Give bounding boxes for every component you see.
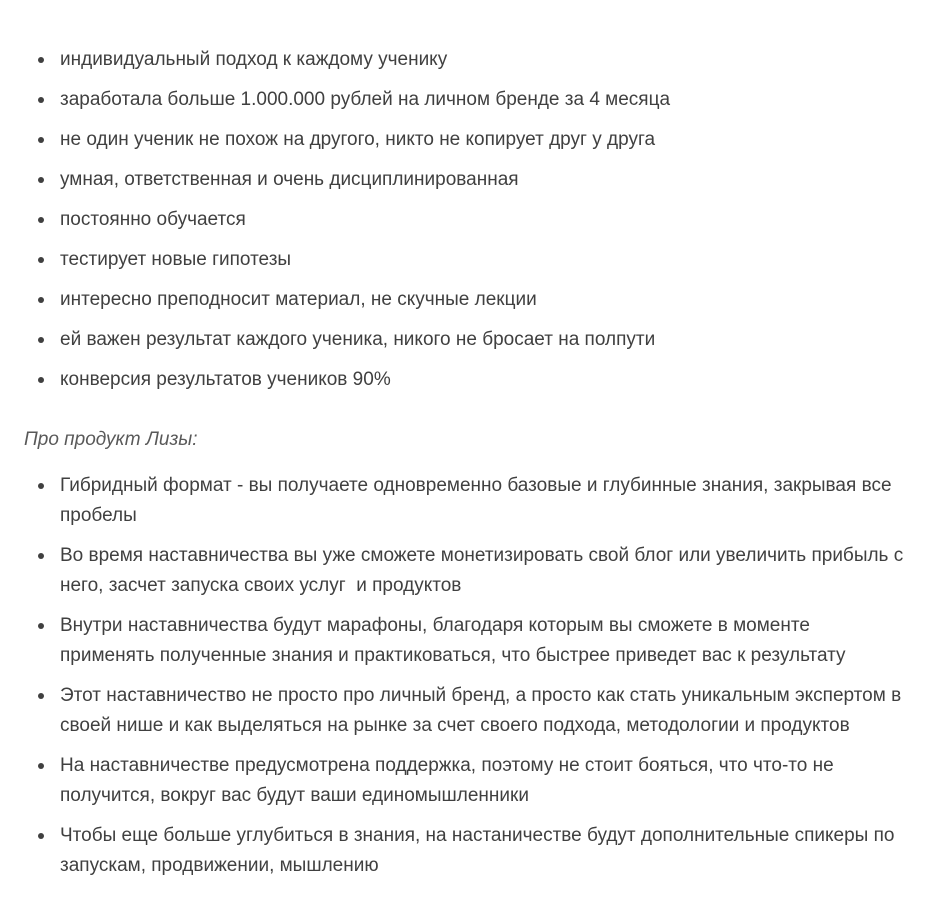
- list-item-text: Внутри наставничества будут марафоны, благодаря которым вы сможете в моменте применять полученные знания и практиковаться, что быстрее приведет вас к результату: [60, 615, 846, 666]
- list-item-text: Чтобы еще больше углубиться в знания, на настаничестве будут дополнительные спикеры по запускам, продвижении, мышлению: [60, 825, 900, 876]
- list-item-text: На наставничестве предусмотрена поддержка, поэтому не стоит бояться, что что-то не получится, вокруг вас будут ваши единомышленники: [60, 755, 839, 806]
- list-item-text: Гибридный формат - вы получаете одновременно базовые и глубинные знания, закрывая все пробелы: [60, 475, 897, 526]
- list-item: [24, 205, 905, 235]
- list-item: [24, 85, 905, 115]
- list-item-text: Этот наставничество не просто про личный бренд, а просто как стать уникальным экспертом в своей нише и как выделяться на рынке за счет своего подхода, методологии и продуктов: [60, 685, 907, 736]
- list-item-text: постоянно обучается: [60, 209, 246, 230]
- list-item: [24, 45, 905, 75]
- list-item-text: умная, ответственная и очень дисциплинированная: [60, 169, 519, 190]
- about-lisa-bullet-list: [24, 45, 905, 395]
- list-item: [24, 365, 905, 395]
- list-item: [24, 821, 905, 881]
- list-item-text: интересно преподносит материал, не скучные лекции: [60, 289, 537, 310]
- list-item: [24, 681, 905, 741]
- list-item-text: Во время наставничества вы уже сможете монетизировать свой блог или увеличить прибыль с него, засчет запуска своих услуг и продуктов: [60, 545, 909, 596]
- list-item: [24, 541, 909, 601]
- list-item: [24, 751, 905, 811]
- list-item-text: ей важен результат каждого ученика, никого не бросает на полпути: [60, 329, 656, 350]
- list-item: [24, 471, 905, 531]
- list-item: [24, 325, 905, 355]
- product-bullet-list: [24, 471, 909, 881]
- list-item-text: не один ученик не похож на другого, никто не копирует друг у друга: [60, 129, 656, 150]
- list-item-text: конверсия результатов учеников 90%: [60, 369, 391, 390]
- list-item: [24, 125, 905, 155]
- list-item: [24, 285, 905, 315]
- list-item-text: индивидуальный подход к каждому ученику: [60, 49, 448, 70]
- product-section-heading: Про продукт Лизы:: [24, 429, 198, 450]
- list-item: [24, 245, 905, 275]
- list-item: [24, 611, 905, 671]
- list-item-text: тестирует новые гипотезы: [60, 249, 292, 270]
- list-item-text: заработала больше 1.000.000 рублей на личном бренде за 4 месяца: [60, 89, 671, 110]
- list-item: [24, 165, 905, 195]
